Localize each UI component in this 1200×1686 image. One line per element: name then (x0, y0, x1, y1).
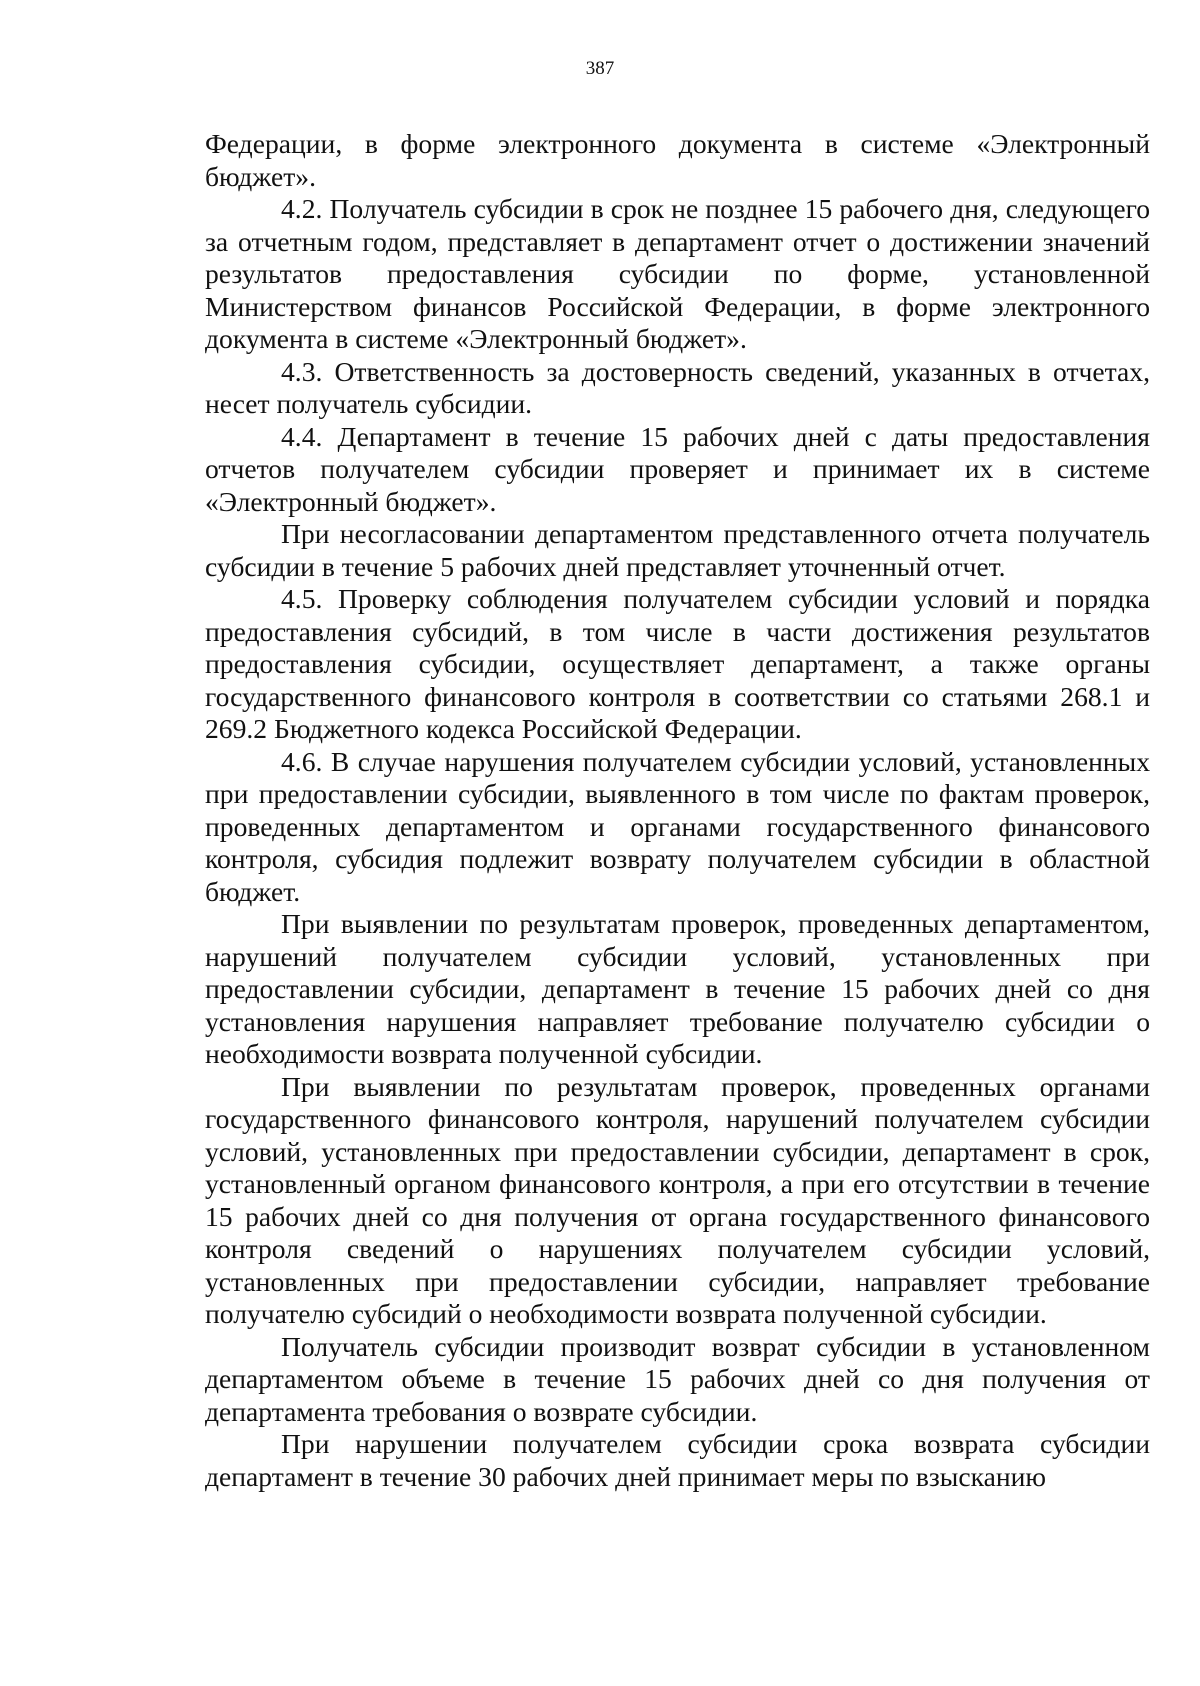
document-body (205, 128, 1150, 1493)
paragraph-continuation: Федерации, в форме электронного документа в системе «Электронный бюджет». (205, 128, 1150, 192)
paragraph-4-4-disagreement: При несогласовании департаментом представленного отчета получатель субсидии в течение 5 рабочих дней представляет уточненный отчет. (205, 518, 1150, 582)
paragraph-4-5: 4.5. Проверку соблюдения получателем субсидии условий и порядка предоставления субсидий, в том числе в части достижения результатов предоставления субсидии, осуществляет департамент, а также органы государственного финансового контроля в соответствии со статьями 268.1 и 269.2 Бюджетного кодекса Российской Федерации. (205, 583, 1150, 744)
paragraph-4-6-recovery: При нарушении получателем субсидии срока возврата субсидии департамент в течение 30 рабочих дней принимает меры по взысканию (205, 1428, 1150, 1492)
paragraph-4-3: 4.3. Ответственность за достоверность сведений, указанных в отчетах, несет получатель субсидии. (205, 355, 1150, 419)
paragraph-4-2: 4.2. Получатель субсидии в срок не позднее 15 рабочего дня, следующего за отчетным годом, представляет в департамент отчет о достижении значений результатов предоставления субсидии по форме, установленной Министерством финансов Российской Федерации, в форме электронного документа в системе «Электронный бюджет». (205, 193, 1150, 354)
paragraph-4-6-department-check: При выявлении по результатам проверок, проведенных департаментом, нарушений получателем субсидии условий, установленных при предоставлении субсидии, департамент в течение 15 рабочих дней со дня установления нарушения направляет требование получателю субсидии о необходимости возврата полученной субсидии. (205, 908, 1150, 1069)
paragraph-4-4: 4.4. Департамент в течение 15 рабочих дней с даты предоставления отчетов получателем субсидии проверяет и принимает их в системе «Электронный бюджет». (205, 420, 1150, 517)
paragraph-4-6: 4.6. В случае нарушения получателем субсидии условий, установленных при предоставлении субсидии, выявленного в том числе по фактам проверок, проведенных департаментом и органами государственного финансового контроля, субсидия подлежит возврату получателем субсидии в областной бюджет. (205, 745, 1150, 907)
page-number: 387 (585, 58, 615, 79)
paragraph-4-6-refund: Получатель субсидии производит возврат субсидии в установленном департаментом объеме в течение 15 рабочих дней со дня получения от департамента требования о возврате субсидии. (205, 1330, 1150, 1427)
paragraph-4-6-financial-control-check: При выявлении по результатам проверок, проведенных органами государственного финансового контроля, нарушений получателем субсидии условий, установленных при предоставлении субсидии, департамент в срок, установленный органом финансового контроля, а при его отсутствии в течение 15 рабочих дней со дня получения от органа государственного финансового контроля сведений о нарушениях получателем субсидии условий, установленных при предоставлении субсидии, направляет требование получателю субсидий о необходимости возврата полученной субсидии. (205, 1070, 1150, 1329)
